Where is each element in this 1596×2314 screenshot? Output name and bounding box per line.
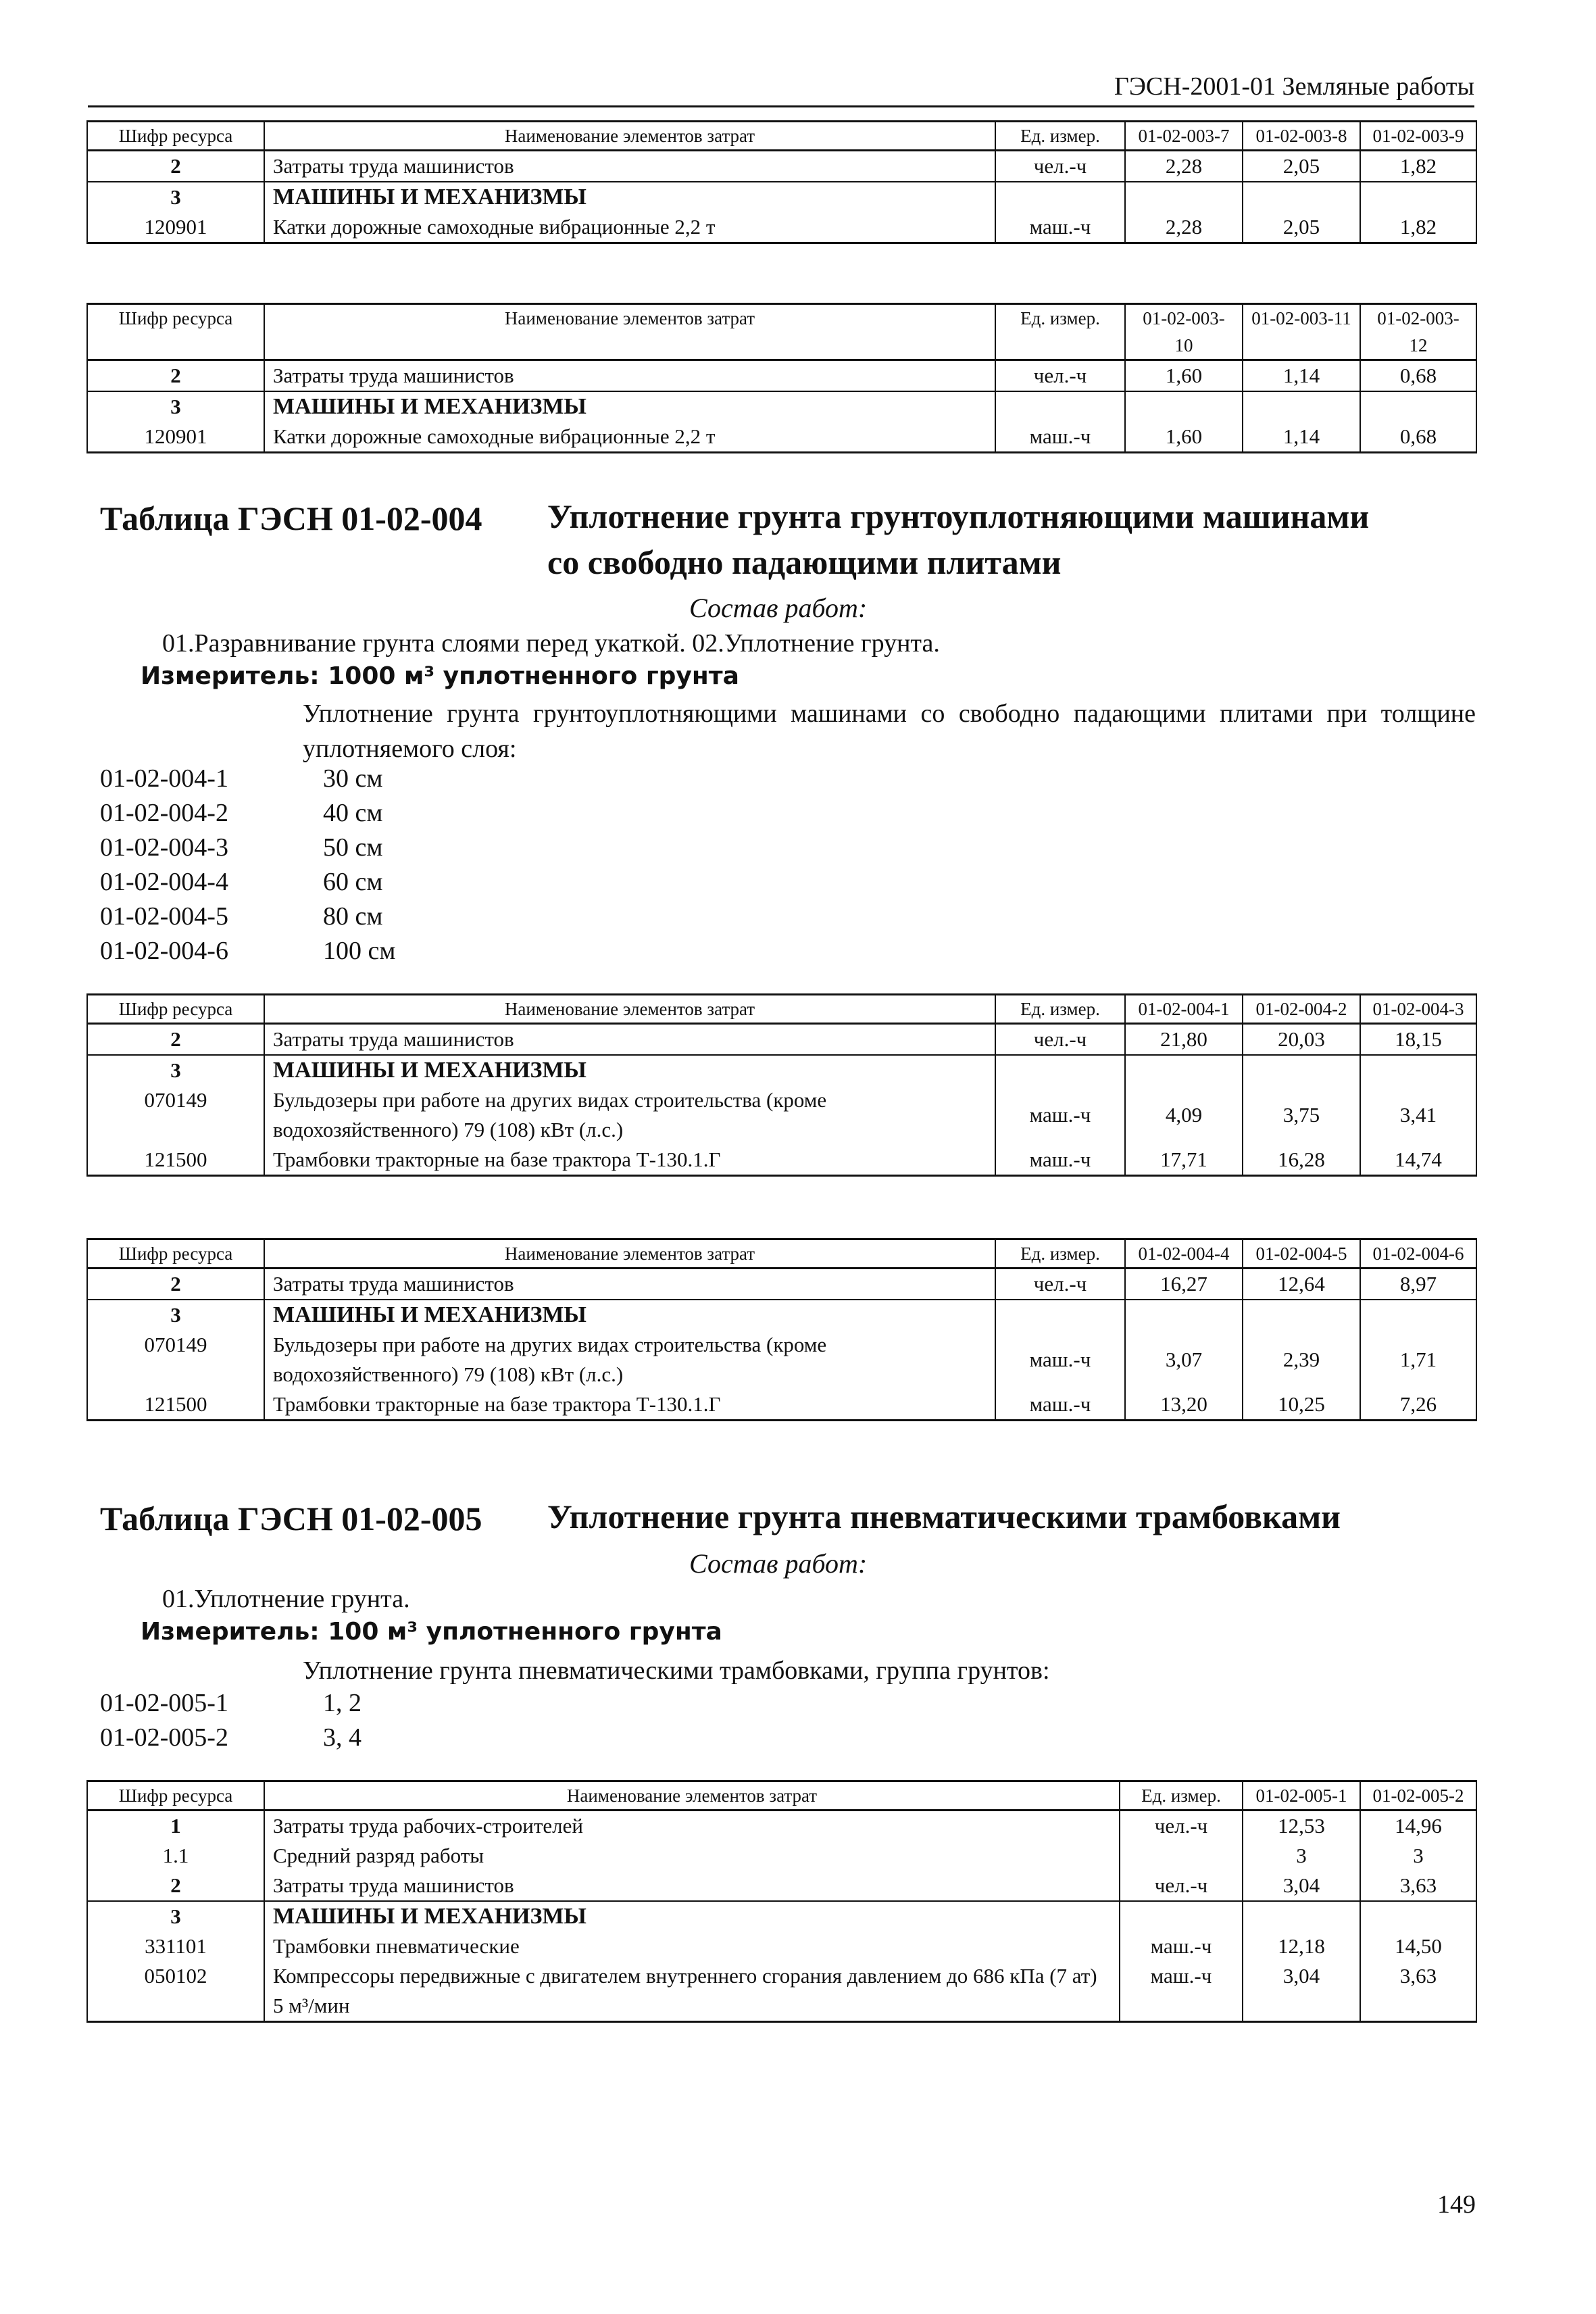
- cell-value: 13,20: [1125, 1389, 1243, 1421]
- cell-cipher: 3: [87, 1055, 264, 1085]
- cell-cipher: 2: [87, 1871, 264, 1901]
- cell-cipher: 3: [87, 182, 264, 212]
- meter: Измеритель: 100 м³ уплотненного грунта: [141, 1618, 722, 1646]
- cell-cipher: 331101: [87, 1931, 264, 1961]
- cell-name: Катки дорожные самоходные вибрационные 2,2 т: [264, 422, 995, 453]
- cell-section: МАШИНЫ И МЕХАНИЗМЫ: [264, 391, 995, 422]
- col-code: 01-02-005-1: [1243, 1781, 1360, 1811]
- col-name: Наименование элементов затрат: [264, 304, 995, 360]
- col-name: Наименование элементов затрат: [264, 1781, 1120, 1811]
- table-row: [87, 1085, 1476, 1145]
- table-header-row: [87, 122, 1476, 151]
- col-code: 01-02-005-2: [1360, 1781, 1476, 1811]
- cell-unit: маш.-ч: [995, 1330, 1125, 1389]
- cell-name: Затраты труда машинистов: [264, 1871, 1120, 1901]
- cell-section: МАШИНЫ И МЕХАНИЗМЫ: [264, 182, 995, 212]
- cell-value: 2,05: [1243, 151, 1360, 182]
- cost-table-003-10-12: [86, 303, 1477, 453]
- cell-unit: маш.-ч: [995, 1145, 1125, 1176]
- cell-unit: чел.-ч: [995, 1269, 1125, 1300]
- cell-cipher: 2: [87, 151, 264, 182]
- cell-cipher: 120901: [87, 422, 264, 453]
- col-cipher: Шифр ресурса: [87, 995, 264, 1024]
- col-code: 01-02-004-4: [1125, 1239, 1243, 1269]
- item-value: 1, 2: [323, 1689, 361, 1717]
- col-name: Наименование элементов затрат: [264, 995, 995, 1024]
- cell-value: 2,28: [1125, 151, 1243, 182]
- cell-value: 12,64: [1243, 1269, 1360, 1300]
- work-composition: 01.Уплотнение грунта.: [162, 1585, 410, 1613]
- cell-section: МАШИНЫ И МЕХАНИЗМЫ: [264, 1300, 995, 1330]
- col-code: 01-02-004-1: [1125, 995, 1243, 1024]
- col-cipher: Шифр ресурса: [87, 122, 264, 151]
- cell-value: 1,82: [1360, 151, 1476, 182]
- cell-cipher: 050102: [87, 1961, 264, 2022]
- col-code: 01-02-003-10: [1125, 304, 1243, 360]
- table-row: [87, 1389, 1476, 1421]
- cell-unit: [1120, 1841, 1243, 1871]
- cell-name: Затраты труда машинистов: [264, 1269, 995, 1300]
- cell-unit: маш.-ч: [1120, 1931, 1243, 1961]
- table-name-004: [547, 493, 1369, 585]
- item-code: 01-02-004-1: [100, 764, 228, 793]
- cell-value: 3,63: [1360, 1871, 1476, 1901]
- cell-cipher: 2: [87, 1024, 264, 1056]
- table-name-005: [547, 1494, 1341, 1540]
- cell-cipher: 121500: [87, 1145, 264, 1176]
- col-unit: Ед. измер.: [995, 1239, 1125, 1269]
- cell-cipher: 070149: [87, 1330, 264, 1389]
- cell-value: 21,80: [1125, 1024, 1243, 1056]
- cell-name: Затраты труда машинистов: [264, 151, 995, 182]
- meter: Измеритель: 1000 м³ уплотненного грунта: [141, 662, 739, 690]
- cost-table-003-7-9: [86, 120, 1477, 244]
- col-unit: Ед. измер.: [1120, 1781, 1243, 1811]
- table-row: [87, 1330, 1476, 1389]
- cell-name: Трамбовки тракторные на базе трактора Т-130.1.Г: [264, 1145, 995, 1176]
- list-item: [100, 867, 395, 902]
- cell-cipher: 1.1: [87, 1841, 264, 1871]
- item-value: 3, 4: [323, 1723, 361, 1752]
- cell-unit: маш.-ч: [995, 1085, 1125, 1145]
- cell-name: Затраты труда машинистов: [264, 360, 995, 392]
- cell-cipher: 1: [87, 1811, 264, 1842]
- table-row: [87, 1931, 1476, 1961]
- cell-unit: маш.-ч: [995, 422, 1125, 453]
- cell-value: 14,74: [1360, 1145, 1476, 1176]
- cell-value: 3,41: [1360, 1085, 1476, 1145]
- cell-name: Бульдозеры при работе на других видах строительства (кроме водохозяйственного) 79 (108) кВт (л.с.): [264, 1330, 995, 1389]
- cell-unit: маш.-ч: [1120, 1961, 1243, 2022]
- table-title-005: Таблица ГЭСН 01-02-005: [100, 1500, 482, 1537]
- cell-value: 3,04: [1243, 1871, 1360, 1901]
- cell-unit: чел.-ч: [1120, 1811, 1243, 1842]
- cell-cipher: 3: [87, 1901, 264, 1931]
- list-item: [100, 936, 395, 970]
- table-name-line: со свободно падающими плитами: [547, 543, 1062, 581]
- cell-section: МАШИНЫ И МЕХАНИЗМЫ: [264, 1901, 1120, 1931]
- col-unit: Ед. измер.: [995, 122, 1125, 151]
- cell-value: 8,97: [1360, 1269, 1476, 1300]
- cost-table-004-4-6: [86, 1238, 1477, 1421]
- cell-unit: чел.-ч: [995, 151, 1125, 182]
- table-row: [87, 1300, 1476, 1330]
- cell-value: 16,28: [1243, 1145, 1360, 1176]
- col-name: Наименование элементов затрат: [264, 122, 995, 151]
- running-header: ГЭСН-2001-01 Земляные работы: [88, 68, 1474, 107]
- cell-name: Компрессоры передвижные с двигателем внутреннего сгорания давлением до 686 кПа (7 ат) 5 м³/мин: [264, 1961, 1120, 2022]
- work-composition: 01.Разравнивание грунта слоями перед укаткой. 02.Уплотнение грунта.: [162, 629, 940, 658]
- col-code: 01-02-004-2: [1243, 995, 1360, 1024]
- cell-value: 17,71: [1125, 1145, 1243, 1176]
- cell-unit: чел.-ч: [995, 1024, 1125, 1056]
- item-code: 01-02-005-2: [100, 1723, 228, 1752]
- cell-cipher: 3: [87, 391, 264, 422]
- item-code: 01-02-004-5: [100, 902, 228, 931]
- col-code: 01-02-004-5: [1243, 1239, 1360, 1269]
- cell-value: 10,25: [1243, 1389, 1360, 1421]
- col-unit: Ед. измер.: [995, 995, 1125, 1024]
- cell-value: 3,63: [1360, 1961, 1476, 2022]
- cell-cipher: 121500: [87, 1389, 264, 1421]
- cell-name: Средний разряд работы: [264, 1841, 1120, 1871]
- cell-value: 1,14: [1243, 422, 1360, 453]
- cell-value: 0,68: [1360, 422, 1476, 453]
- table-row: [87, 1811, 1476, 1842]
- cell-value: 0,68: [1360, 360, 1476, 392]
- cell-cipher: 3: [87, 1300, 264, 1330]
- table-row: [87, 182, 1476, 212]
- col-code: 01-02-003-8: [1243, 122, 1360, 151]
- cell-value: 3,07: [1125, 1330, 1243, 1389]
- cell-unit: чел.-ч: [1120, 1871, 1243, 1901]
- list-item: [100, 1688, 361, 1723]
- item-list-004: [100, 764, 395, 970]
- col-code: 01-02-003-11: [1243, 304, 1360, 360]
- cell-value: 2,05: [1243, 212, 1360, 243]
- item-code: 01-02-004-2: [100, 799, 228, 827]
- description: Уплотнение грунта грунтоуплотняющими машинами со свободно падающими плитами при толщине уплотняемого слоя:: [303, 699, 1476, 763]
- cell-value: 12,18: [1243, 1931, 1360, 1961]
- col-name: Наименование элементов затрат: [264, 1239, 995, 1269]
- cell-value: 3,75: [1243, 1085, 1360, 1145]
- table-row: [87, 1961, 1476, 2022]
- description: Уплотнение грунта пневматическими трамбовками, группа грунтов:: [303, 1656, 1050, 1685]
- table-row: [87, 360, 1476, 392]
- cell-value: 3: [1360, 1841, 1476, 1871]
- cell-value: 12,53: [1243, 1811, 1360, 1842]
- col-code: 01-02-003-7: [1125, 122, 1243, 151]
- cell-name: Трамбовки тракторные на базе трактора Т-130.1.Г: [264, 1389, 995, 1421]
- col-code: 01-02-003-9: [1360, 122, 1476, 151]
- cell-unit: чел.-ч: [995, 360, 1125, 392]
- item-value: 30 см: [323, 764, 383, 793]
- cell-cipher: 2: [87, 1269, 264, 1300]
- cell-cipher: 120901: [87, 212, 264, 243]
- item-code: 01-02-004-3: [100, 833, 228, 862]
- cell-value: 1,71: [1360, 1330, 1476, 1389]
- col-code: 01-02-004-6: [1360, 1239, 1476, 1269]
- cell-value: 14,96: [1360, 1811, 1476, 1842]
- list-item: [100, 764, 395, 798]
- table-title-004: Таблица ГЭСН 01-02-004: [100, 499, 482, 537]
- cell-cipher: 2: [87, 360, 264, 392]
- item-value: 40 см: [323, 799, 383, 827]
- cost-table-005: [86, 1780, 1477, 2023]
- cell-value: 16,27: [1125, 1269, 1243, 1300]
- cell-name: Бульдозеры при работе на других видах строительства (кроме водохозяйственного) 79 (108) кВт (л.с.): [264, 1085, 995, 1145]
- table-name-line: Уплотнение грунта пневматическими трамбовками: [547, 1498, 1341, 1535]
- col-cipher: Шифр ресурса: [87, 304, 264, 360]
- cell-value: 1,60: [1125, 422, 1243, 453]
- table-header-row: [87, 995, 1476, 1024]
- item-value: 60 см: [323, 868, 383, 896]
- table-row: [87, 1055, 1476, 1085]
- cell-value: 1,14: [1243, 360, 1360, 392]
- item-list-005: [100, 1688, 361, 1757]
- item-code: 01-02-004-4: [100, 868, 228, 896]
- table-name-line: Уплотнение грунта грунтоуплотняющими машинами: [547, 497, 1370, 535]
- table-row: [87, 391, 1476, 422]
- cell-value: 2,28: [1125, 212, 1243, 243]
- item-value: 100 см: [323, 937, 396, 965]
- page-number: 149: [1437, 2190, 1476, 2219]
- work-composition-label: Состав работ:: [689, 1548, 868, 1579]
- table-row: [87, 212, 1476, 243]
- cell-value: 3: [1243, 1841, 1360, 1871]
- item-code: 01-02-004-6: [100, 937, 228, 965]
- list-item: [100, 902, 395, 936]
- table-row: [87, 422, 1476, 453]
- cell-value: 2,39: [1243, 1330, 1360, 1389]
- table-row: [87, 151, 1476, 182]
- cell-name: Затраты труда машинистов: [264, 1024, 995, 1056]
- item-value: 80 см: [323, 902, 383, 931]
- list-item: [100, 833, 395, 867]
- cell-section: МАШИНЫ И МЕХАНИЗМЫ: [264, 1055, 995, 1085]
- table-row: [87, 1871, 1476, 1901]
- table-row: [87, 1145, 1476, 1176]
- table-row: [87, 1841, 1476, 1871]
- cell-value: 7,26: [1360, 1389, 1476, 1421]
- table-row: [87, 1901, 1476, 1931]
- cell-cipher: 070149: [87, 1085, 264, 1145]
- cell-value: 1,60: [1125, 360, 1243, 392]
- col-cipher: Шифр ресурса: [87, 1781, 264, 1811]
- cell-value: 4,09: [1125, 1085, 1243, 1145]
- cell-value: 20,03: [1243, 1024, 1360, 1056]
- cell-value: 14,50: [1360, 1931, 1476, 1961]
- cell-unit: маш.-ч: [995, 1389, 1125, 1421]
- cell-name: Трамбовки пневматические: [264, 1931, 1120, 1961]
- work-composition-label: Состав работ:: [689, 593, 868, 623]
- table-header-row: [87, 1239, 1476, 1269]
- cell-value: 18,15: [1360, 1024, 1476, 1056]
- col-cipher: Шифр ресурса: [87, 1239, 264, 1269]
- list-item: [100, 798, 395, 833]
- col-unit: Ед. измер.: [995, 304, 1125, 360]
- table-header-row: [87, 1781, 1476, 1811]
- cell-unit: маш.-ч: [995, 212, 1125, 243]
- cell-value: 1,82: [1360, 212, 1476, 243]
- table-header-row: [87, 304, 1476, 360]
- col-code: 01-02-003-12: [1360, 304, 1476, 360]
- item-value: 50 см: [323, 833, 383, 862]
- table-row: [87, 1024, 1476, 1056]
- list-item: [100, 1723, 361, 1757]
- cost-table-004-1-3: [86, 993, 1477, 1177]
- cell-name: Затраты труда рабочих-строителей: [264, 1811, 1120, 1842]
- item-code: 01-02-005-1: [100, 1689, 228, 1717]
- cell-name: Катки дорожные самоходные вибрационные 2,2 т: [264, 212, 995, 243]
- col-code: 01-02-004-3: [1360, 995, 1476, 1024]
- table-row: [87, 1269, 1476, 1300]
- cell-value: 3,04: [1243, 1961, 1360, 2022]
